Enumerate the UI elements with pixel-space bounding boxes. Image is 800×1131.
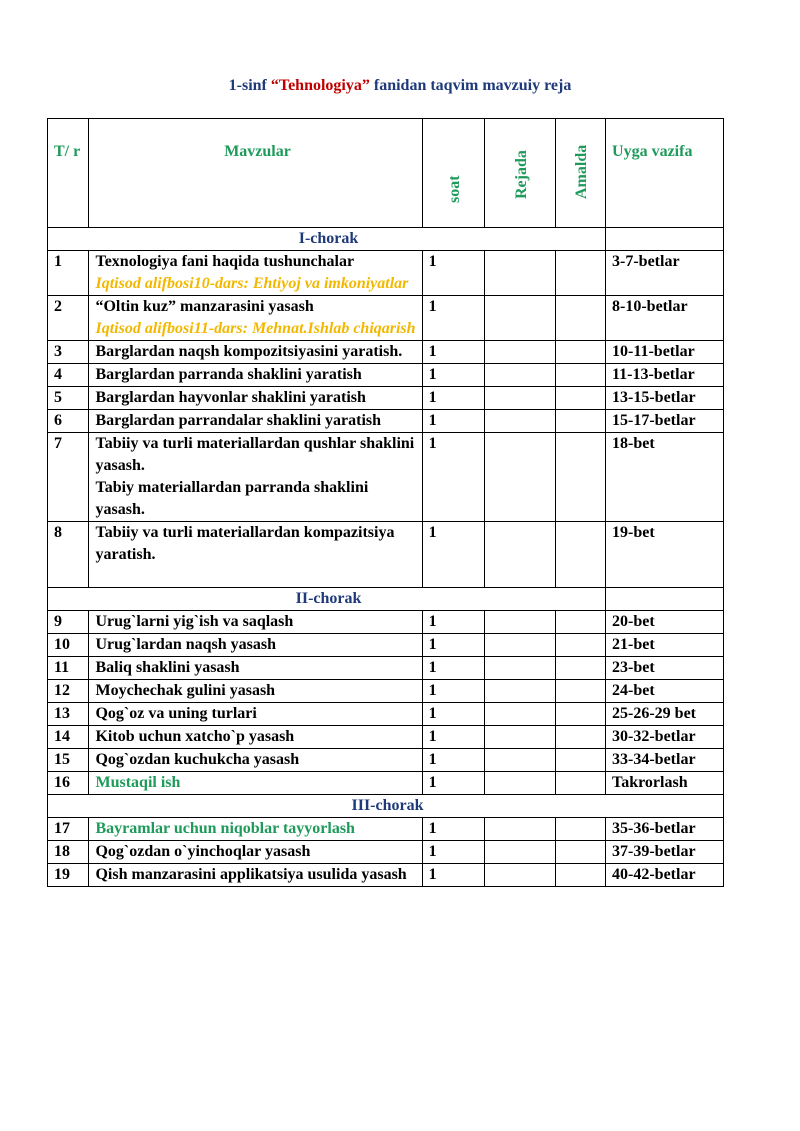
row-homework: 8-10-betlar xyxy=(606,296,724,341)
row-actual xyxy=(555,364,605,387)
table-row xyxy=(48,680,724,703)
row-homework: 25-26-29 bet xyxy=(606,703,724,726)
row-homework: 10-11-betlar xyxy=(606,341,724,364)
row-homework: 15-17-betlar xyxy=(606,410,724,433)
row-homework: 33-34-betlar xyxy=(606,749,724,772)
table-row xyxy=(48,841,724,864)
header-actual-cell xyxy=(555,119,605,228)
row-planned xyxy=(484,364,555,387)
topic-note: Iqtisod alifbosi10-dars: Ehtiyoj va imkoniyatlar xyxy=(95,275,409,292)
row-hours: 1 xyxy=(422,634,484,657)
row-planned xyxy=(484,726,555,749)
row-homework: 21-bet xyxy=(606,634,724,657)
row-actual xyxy=(555,387,605,410)
row-planned xyxy=(484,387,555,410)
row-topic: Barglardan naqsh kompozitsiyasini yaratish. xyxy=(89,341,422,364)
row-homework: 30-32-betlar xyxy=(606,726,724,749)
section-blank xyxy=(606,588,724,611)
row-actual xyxy=(555,433,605,522)
row-actual xyxy=(555,611,605,634)
header-actual: Amalda xyxy=(573,144,591,199)
row-actual xyxy=(555,251,605,296)
row-actual xyxy=(555,703,605,726)
row-topic: Kitob uchun xatcho`p yasash xyxy=(89,726,422,749)
header-topics: Mavzular xyxy=(89,119,422,228)
row-actual xyxy=(555,341,605,364)
header-planned: Rejada xyxy=(512,150,530,199)
table-row xyxy=(48,703,724,726)
section-row xyxy=(48,795,724,818)
header-homework: Uyga vazifa xyxy=(606,119,724,228)
table-row xyxy=(48,341,724,364)
row-planned xyxy=(484,841,555,864)
section-blank xyxy=(606,228,724,251)
row-actual xyxy=(555,841,605,864)
table-row xyxy=(48,818,724,841)
row-actual xyxy=(555,634,605,657)
row-number: 7 xyxy=(48,433,89,522)
row-topic xyxy=(89,433,422,522)
row-number: 14 xyxy=(48,726,89,749)
row-planned xyxy=(484,296,555,341)
row-hours: 1 xyxy=(422,364,484,387)
row-actual xyxy=(555,772,605,795)
row-topic: Tabiiy va turli materiallardan kompazitsiya yaratish. xyxy=(89,522,422,588)
row-hours: 1 xyxy=(422,387,484,410)
section-row xyxy=(48,588,724,611)
table-row xyxy=(48,772,724,795)
row-hours: 1 xyxy=(422,657,484,680)
table-row xyxy=(48,364,724,387)
row-hours: 1 xyxy=(422,611,484,634)
row-number: 1 xyxy=(48,251,89,296)
row-homework: 35-36-betlar xyxy=(606,818,724,841)
row-planned xyxy=(484,864,555,887)
row-actual xyxy=(555,296,605,341)
row-planned xyxy=(484,703,555,726)
row-actual xyxy=(555,680,605,703)
row-number: 10 xyxy=(48,634,89,657)
row-hours: 1 xyxy=(422,341,484,364)
row-homework: Takrorlash xyxy=(606,772,724,795)
row-planned xyxy=(484,680,555,703)
row-homework: 40-42-betlar xyxy=(606,864,724,887)
row-hours: 1 xyxy=(422,251,484,296)
row-topic: Urug`lardan naqsh yasash xyxy=(89,634,422,657)
topic-note: Iqtisod alifbosi11-dars: Mehnat.Ishlab chiqarish xyxy=(95,320,416,337)
row-actual xyxy=(555,864,605,887)
section-name: II-chorak xyxy=(48,588,606,611)
row-hours: 1 xyxy=(422,818,484,841)
row-homework: 23-bet xyxy=(606,657,724,680)
row-topic: Barglardan parranda shaklini yaratish xyxy=(89,364,422,387)
row-homework: 3-7-betlar xyxy=(606,251,724,296)
table-row xyxy=(48,387,724,410)
row-hours: 1 xyxy=(422,296,484,341)
section-name: III-chorak xyxy=(48,795,724,818)
row-planned xyxy=(484,341,555,364)
row-actual xyxy=(555,818,605,841)
row-planned xyxy=(484,749,555,772)
row-hours: 1 xyxy=(422,864,484,887)
table-row xyxy=(48,634,724,657)
row-planned xyxy=(484,634,555,657)
row-hours: 1 xyxy=(422,410,484,433)
table-row xyxy=(48,296,724,341)
header-num: T/ r xyxy=(48,119,89,228)
topic-text-2: Tabiy materiallardan parranda shaklini yasash. xyxy=(95,479,369,518)
page-title xyxy=(0,77,800,95)
row-planned xyxy=(484,611,555,634)
row-number: 15 xyxy=(48,749,89,772)
row-hours: 1 xyxy=(422,703,484,726)
table-row xyxy=(48,251,724,296)
table-row xyxy=(48,657,724,680)
title-prefix: 1-sinf xyxy=(228,77,271,94)
table-row xyxy=(48,433,724,522)
plan-table xyxy=(47,118,724,887)
row-topic: Moychechak gulini yasash xyxy=(89,680,422,703)
table-row xyxy=(48,410,724,433)
table-row xyxy=(48,726,724,749)
row-planned xyxy=(484,657,555,680)
row-number: 11 xyxy=(48,657,89,680)
row-homework: 11-13-betlar xyxy=(606,364,724,387)
row-hours: 1 xyxy=(422,726,484,749)
row-planned xyxy=(484,772,555,795)
row-actual xyxy=(555,410,605,433)
row-topic: Baliq shaklini yasash xyxy=(89,657,422,680)
topic-text: “Oltin kuz” manzarasini yasash xyxy=(95,298,314,315)
row-planned xyxy=(484,818,555,841)
row-topic xyxy=(89,296,422,341)
row-hours: 1 xyxy=(422,772,484,795)
row-number: 13 xyxy=(48,703,89,726)
row-actual xyxy=(555,657,605,680)
topic-text: Tabiiy va turli materiallardan qushlar shaklini yasash. xyxy=(95,435,415,474)
title-subject: “Tehnologiya” xyxy=(270,77,370,94)
row-actual xyxy=(555,522,605,588)
row-homework: 19-bet xyxy=(606,522,724,588)
table-row xyxy=(48,611,724,634)
row-topic xyxy=(89,251,422,296)
row-hours: 1 xyxy=(422,749,484,772)
header-planned-cell xyxy=(484,119,555,228)
row-topic: Barglardan parrandalar shaklini yaratish xyxy=(89,410,422,433)
row-planned xyxy=(484,251,555,296)
row-number: 8 xyxy=(48,522,89,588)
row-hours: 1 xyxy=(422,841,484,864)
row-topic: Qog`ozdan o`yinchoqlar yasash xyxy=(89,841,422,864)
row-homework: 20-bet xyxy=(606,611,724,634)
row-actual xyxy=(555,726,605,749)
row-topic: Urug`larni yig`ish va saqlash xyxy=(89,611,422,634)
row-hours: 1 xyxy=(422,433,484,522)
row-number: 17 xyxy=(48,818,89,841)
row-number: 6 xyxy=(48,410,89,433)
row-number: 16 xyxy=(48,772,89,795)
header-hours-cell xyxy=(422,119,484,228)
row-number: 4 xyxy=(48,364,89,387)
row-number: 9 xyxy=(48,611,89,634)
row-topic: Qish manzarasini applikatsiya usulida yasash xyxy=(89,864,422,887)
row-actual xyxy=(555,749,605,772)
header-hours: soat xyxy=(446,175,464,203)
row-number: 3 xyxy=(48,341,89,364)
title-suffix: fanidan taqvim mavzuiy reja xyxy=(369,77,572,94)
row-homework: 18-bet xyxy=(606,433,724,522)
row-homework: 24-bet xyxy=(606,680,724,703)
row-homework: 37-39-betlar xyxy=(606,841,724,864)
row-homework: 13-15-betlar xyxy=(606,387,724,410)
row-topic: Bayramlar uchun niqoblar tayyorlash xyxy=(89,818,422,841)
topic-text: Texnologiya fani haqida tushunchalar xyxy=(95,253,355,270)
row-number: 19 xyxy=(48,864,89,887)
row-topic: Barglardan hayvonlar shaklini yaratish xyxy=(89,387,422,410)
row-number: 2 xyxy=(48,296,89,341)
row-hours: 1 xyxy=(422,680,484,703)
row-planned xyxy=(484,410,555,433)
row-topic: Qog`ozdan kuchukcha yasash xyxy=(89,749,422,772)
table-row xyxy=(48,749,724,772)
row-number: 12 xyxy=(48,680,89,703)
row-topic: Qog`oz va uning turlari xyxy=(89,703,422,726)
row-planned xyxy=(484,433,555,522)
section-row xyxy=(48,228,724,251)
header-row xyxy=(48,119,724,228)
row-number: 18 xyxy=(48,841,89,864)
table-row xyxy=(48,864,724,887)
row-number: 5 xyxy=(48,387,89,410)
row-planned xyxy=(484,522,555,588)
section-name: I-chorak xyxy=(48,228,606,251)
row-topic: Mustaqil ish xyxy=(89,772,422,795)
table-row xyxy=(48,522,724,588)
row-hours: 1 xyxy=(422,522,484,588)
